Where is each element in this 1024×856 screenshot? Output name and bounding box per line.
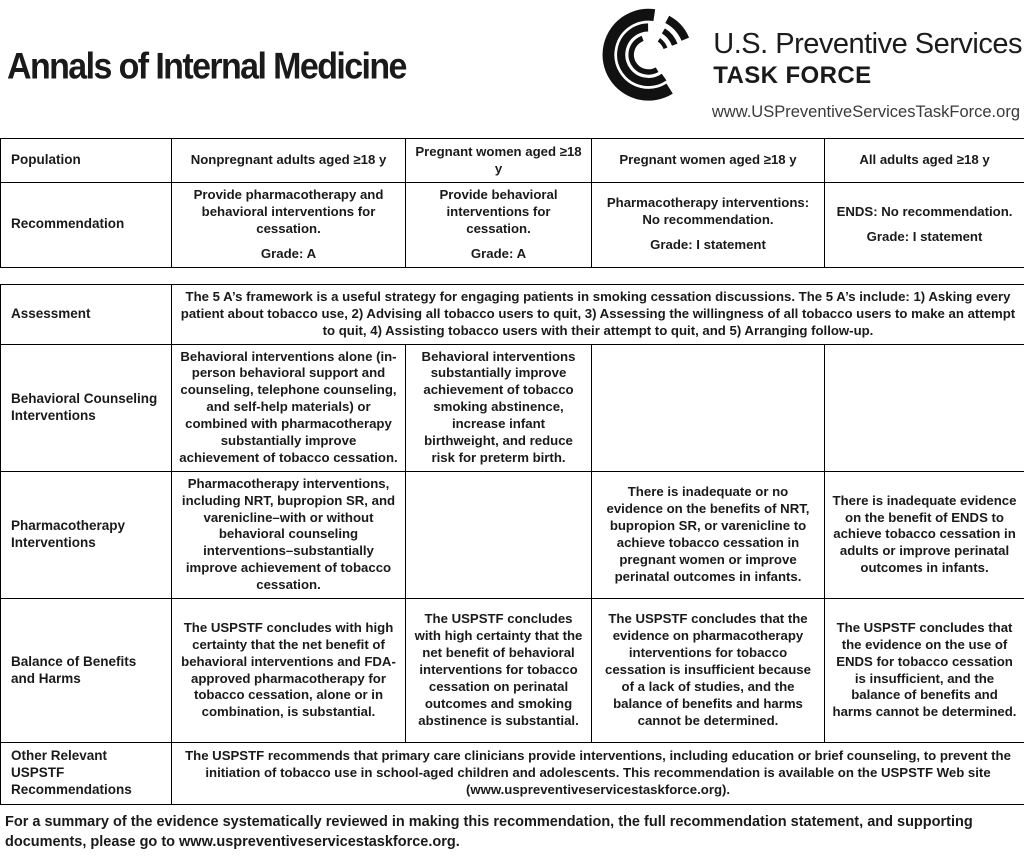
recommendation-text: Provide behavioral interventions for cessation.: [439, 187, 558, 236]
assessment-row-label: Assessment: [1, 284, 172, 344]
pharmacotherapy-cell: There is inadequate evidence on the benefit of ENDS to achieve tobacco cessation in adults or improve perinatal outcomes in infants.: [825, 471, 1024, 598]
balance-cell: The USPSTF concludes with high certainty that the net benefit of behavioral interventions for tobacco cessation on perinatal outcomes and smoking abstinence is substantial.: [406, 599, 592, 743]
population-cell: All adults aged ≥18 y: [825, 139, 1024, 183]
grade-text: Grade: A: [260, 245, 317, 261]
recommendation-text: Provide pharmacotherapy and behavioral interventions for cessation.: [193, 187, 384, 236]
population-row: [1, 139, 1024, 183]
population-cell: Pregnant women aged ≥18 y: [592, 139, 825, 183]
population-cell: Nonpregnant adults aged ≥18 y: [172, 139, 406, 183]
grade-text: Grade: I statement: [650, 237, 766, 253]
org-name-line2: TASK FORCE: [713, 62, 872, 89]
pharmacotherapy-row-label: Pharmacotherapy Interventions: [1, 471, 172, 598]
other-recommendations-row: [1, 743, 1024, 805]
behavioral-row-label: Behavioral Counseling Interventions: [1, 344, 172, 471]
uspstf-swirl-icon: [597, 2, 709, 102]
pharmacotherapy-row: [1, 471, 1024, 598]
recommendation-row-label: Recommendation: [1, 183, 172, 268]
footer-note: For a summary of the evidence systematically reviewed in making this recommendation, the full recommendation statement, and supporting documents, please go to www.uspreventiveservicestaskforce.org.: [5, 814, 973, 851]
recommendation-cell: [406, 183, 592, 268]
grade-text: Grade: A: [470, 245, 527, 261]
balance-cell: The USPSTF concludes that the evidence on the use of ENDS for tobacco cessation is insufficient, and the balance of benefits and harms cannot be determined.: [825, 599, 1024, 743]
balance-cell: The USPSTF concludes with high certainty that the net benefit of behavioral interventions and FDA-approved pharmacotherapy for tobacco cessation, alone or in combination, is substantial.: [172, 599, 406, 743]
page-header: [0, 0, 1024, 136]
population-row-label: Population: [1, 139, 172, 183]
behavioral-cell: Behavioral interventions alone (in-person behavioral support and counseling, telephone counseling, and self-help materials) or combined with pharmacotherapy substantially improve achievement of tobacco cessation.: [172, 344, 406, 471]
balance-cell: The USPSTF concludes that the evidence on pharmacotherapy interventions for tobacco cessation is insufficient because of a lack of studies, and the balance of benefits and harms cannot be determined.: [592, 599, 825, 743]
recommendation-cell: [172, 183, 406, 268]
population-cell: Pregnant women aged ≥18 y: [406, 139, 592, 183]
org-name-line1: U.S. Preventive Services: [713, 28, 1022, 60]
pharmacotherapy-cell: There is inadequate or no evidence on the benefits of NRT, bupropion SR, or varenicline to achieve tobacco cessation in pregnant women or improve perinatal outcomes in infants.: [592, 471, 825, 598]
behavioral-row: [1, 344, 1024, 471]
uspstf-logo-block: [597, 2, 1022, 122]
evidence-detail-table: [0, 284, 1024, 805]
pharmacotherapy-cell: Pharmacotherapy interventions, including NRT, bupropion SR, and varenicline–with or without behavioral counseling interventions–substantially improve achievement of tobacco cessation.: [172, 471, 406, 598]
behavioral-cell: Behavioral interventions substantially improve achievement of tobacco smoking abstinence, increase infant birthweight, and reduce risk for preterm birth.: [406, 344, 592, 471]
behavioral-cell: [592, 344, 825, 471]
grade-text: Grade: I statement: [866, 228, 983, 244]
balance-row-label: Balance of Benefits and Harms: [1, 599, 172, 743]
recommendation-summary-table: [0, 138, 1024, 268]
recommendation-text: ENDS: No recommendation.: [836, 203, 1013, 219]
pharmacotherapy-cell: [406, 471, 592, 598]
assessment-row: [1, 284, 1024, 344]
org-url: www.USPreventiveServicesTaskForce.org: [711, 103, 1020, 121]
recommendation-cell: [592, 183, 825, 268]
recommendation-text: Pharmacotherapy interventions: No recommendation.: [606, 195, 810, 228]
recommendation-row: [1, 183, 1024, 268]
journal-logo: Annals of Internal Medicine: [7, 46, 406, 88]
recommendation-cell: [825, 183, 1024, 268]
other-recommendations-cell: The USPSTF recommends that primary care clinicians provide interventions, including education or brief counseling, to prevent the initiation of tobacco use in school-aged children and adolescents. This recommendation is available on the USPSTF Web site (www.uspreventiveservicestaskforce.org).: [172, 743, 1024, 805]
behavioral-cell: [825, 344, 1024, 471]
assessment-cell: The 5 A’s framework is a useful strategy for engaging patients in smoking cessation discussions. The 5 A’s include: 1) Asking every patient about tobacco use, 2) Advising all tobacco users to quit, 3) Assessing the willingness of all tobacco users to make an attempt to quit, 4) Assisting tobacco users with their attempt to quit, and 5) Arranging follow-up.: [172, 284, 1024, 344]
other-recommendations-row-label: Other Relevant USPSTF Recommendations: [1, 743, 172, 805]
balance-row: [1, 599, 1024, 743]
